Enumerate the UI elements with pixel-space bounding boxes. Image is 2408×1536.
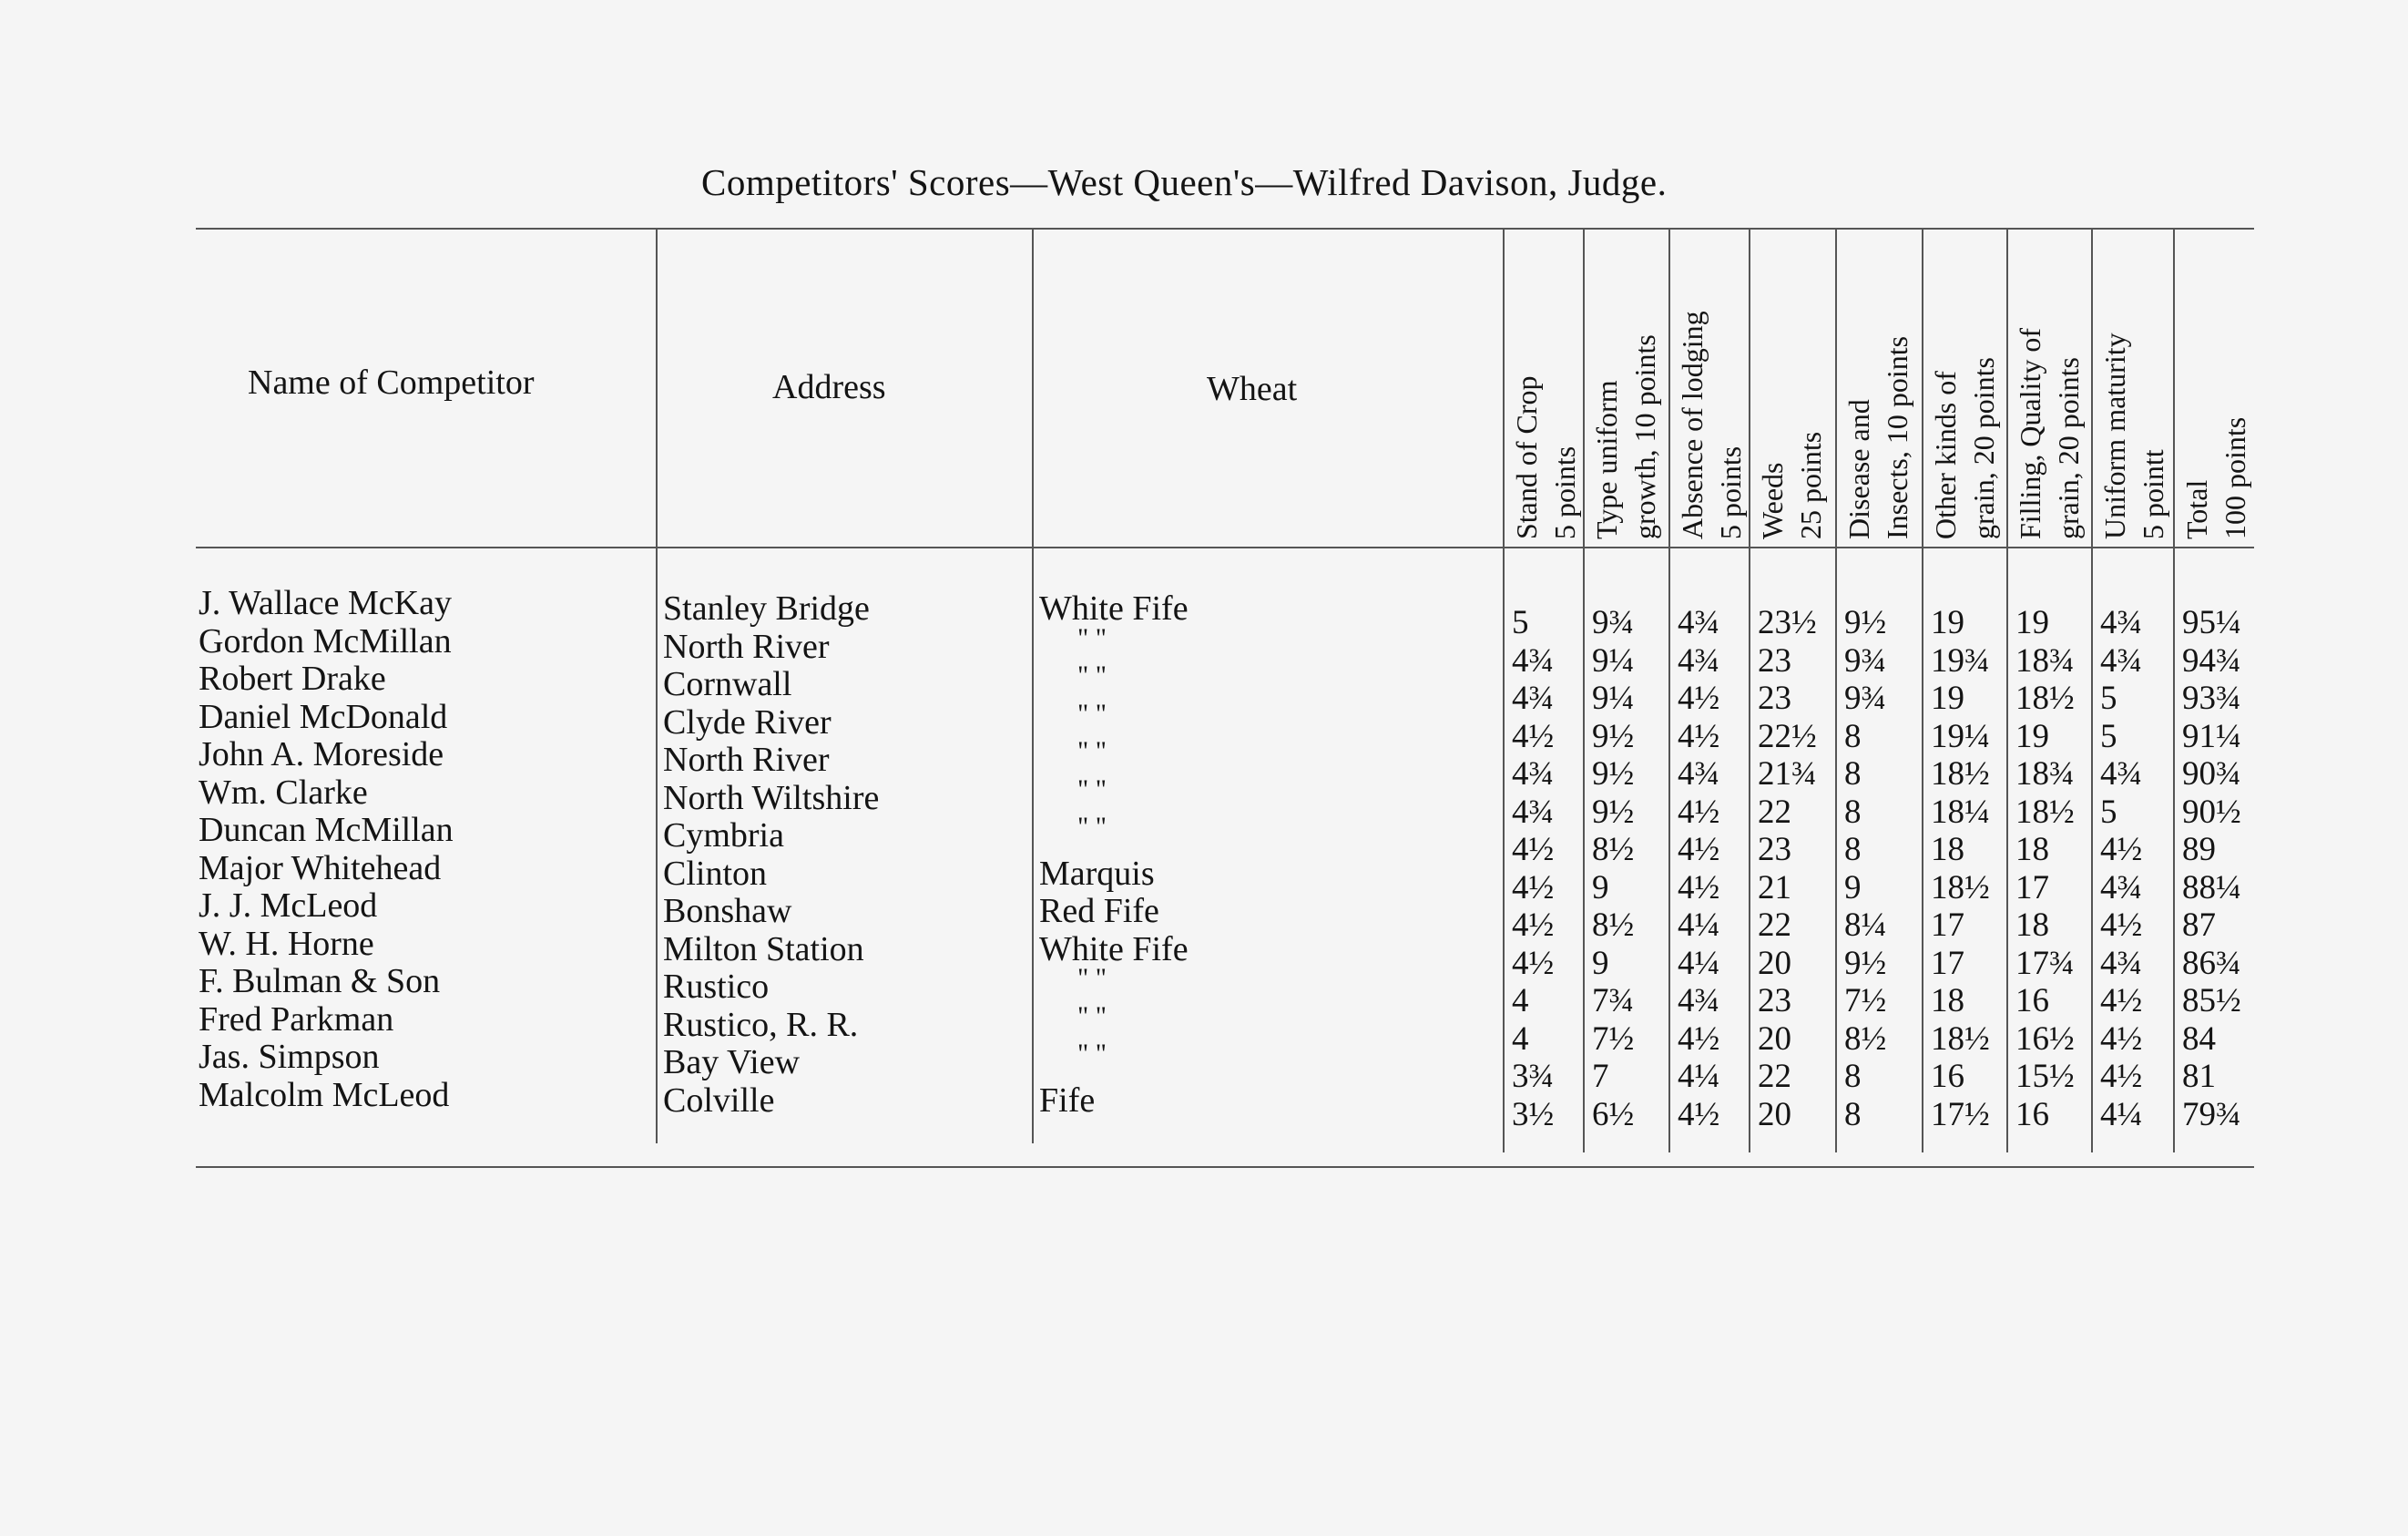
score-value: 9¾ [1844,680,1887,717]
score-value: 19¼ [1931,717,1990,755]
score-value: 4½ [1678,680,1720,717]
score-value: 4½ [2100,1019,2143,1058]
competitor-wheat: Fife [1039,1080,1096,1120]
score-value: 9½ [1592,755,1635,793]
score-value: 19 [2015,604,2049,641]
score-value: 18½ [2015,680,2075,717]
score-value: 88¼ [2182,868,2241,906]
score-value: 4¼ [1678,1058,1720,1095]
score-value: 4¾ [1678,604,1720,641]
score-column-header: Filling, Quality of [2014,328,2046,539]
score-value: 90¾ [2182,755,2241,793]
competitor-name: Gordon McMillan [199,621,452,660]
score-value: 4½ [1678,793,1720,831]
score-value: 8½ [1592,831,1635,868]
score-column-divider [1922,228,1923,1152]
competitor-name: Jas. Simpson [199,1038,380,1076]
score-value: 6½ [1592,1095,1635,1133]
score-column-header: 5 pointt [2137,449,2169,539]
score-value: 3¾ [1512,1058,1555,1095]
score-value: 4½ [1512,868,1555,906]
score-value: 4½ [1678,868,1720,906]
competitor-address: Cymbria [663,816,784,855]
score-value: 91¼ [2182,717,2241,755]
score-column-header: grain, 20 points [2052,357,2085,539]
page-title: Competitors' Scores—West Queen's—Wilfred Davison, Judge. [701,161,1668,203]
score-value: 4¾ [2100,755,2143,793]
score-value: 22½ [1758,717,1817,755]
header-bottom-rule [196,547,2254,548]
score-value: 4¾ [1512,755,1555,793]
competitor-name: Malcolm McLeod [199,1075,450,1114]
score-value: 5 [2100,717,2117,755]
score-value: 95¼ [2182,604,2241,641]
score-value: 89 [2182,831,2216,868]
score-value: 4½ [1678,717,1720,755]
score-value: 9½ [1844,944,1887,982]
score-value: 4½ [2100,1058,2143,1095]
competitor-address: Stanley Bridge [663,589,870,628]
score-value: 16 [2015,1095,2049,1133]
score-value: 21¾ [1758,755,1817,793]
table-bottom-rule [196,1166,2254,1168]
score-value: 7½ [1592,1019,1635,1058]
competitor-name: John A. Moreside [199,735,444,773]
score-value: 4½ [1512,906,1555,944]
competitor-wheat: " " [1077,698,1107,729]
competitor-wheat: Red Fife [1039,892,1159,930]
score-value: 9½ [1592,717,1635,755]
score-column-divider [2006,228,2008,1152]
score-value: 19 [2015,717,2049,755]
competitor-name: Major Whitehead [199,848,442,887]
score-value: 4¾ [1512,680,1555,717]
competitor-wheat: " " [1077,812,1107,842]
competitor-wheat: " " [1077,773,1107,804]
score-value: 20 [1758,1019,1791,1058]
score-value: 8½ [1592,906,1635,944]
score-value: 19¾ [1931,641,1990,680]
score-value: 16½ [2015,1019,2075,1058]
score-column-divider [2173,228,2175,1152]
score-value: 17 [2015,868,2049,906]
score-column-divider [1835,228,1837,1152]
score-value: 4¼ [1678,944,1720,982]
score-value: 4½ [2100,982,2143,1019]
score-column-header: Total [2180,479,2213,539]
score-value: 4 [1512,982,1529,1019]
score-value: 9½ [1844,604,1887,641]
score-value: 20 [1758,1095,1791,1133]
score-column-header: Weeds [1756,462,1789,539]
competitor-name: W. H. Horne [199,924,374,963]
score-value: 93¾ [2182,680,2241,717]
competitor-address: North River [663,741,830,779]
score-value: 16 [1931,1058,1964,1095]
score-value: 4½ [1678,831,1720,868]
score-value: 23½ [1758,604,1817,641]
competitor-address: Colville [663,1080,775,1120]
score-value: 17 [1931,906,1964,944]
score-value: 22 [1758,1058,1791,1095]
score-column-header: growth, 10 points [1628,334,1661,539]
score-value: 18 [2015,906,2049,944]
score-value: 9¾ [1844,641,1887,680]
competitor-address: Rustico, R. R. [663,1005,859,1044]
competitor-address: Milton Station [663,929,864,968]
competitor-address: Cornwall [663,665,792,703]
competitor-address: Rustico [663,968,770,1006]
score-value: 7¾ [1592,982,1635,1019]
competitor-wheat: " " [1077,963,1107,993]
score-value: 8 [1844,793,1862,831]
header-address: Address [772,368,886,406]
header-wheat: Wheat [1207,370,1298,408]
score-column-header: Absence of lodging [1676,311,1709,539]
score-value: 17½ [1931,1095,1990,1133]
score-column-divider [2091,228,2093,1152]
score-value: 4¾ [1678,755,1720,793]
score-value: 4½ [1512,717,1555,755]
competitor-name: Robert Drake [199,660,386,698]
score-value: 19 [1931,680,1964,717]
score-value: 18¾ [2015,755,2075,793]
score-column-header: 100 points [2219,416,2251,539]
score-value: 23 [1758,831,1791,868]
score-value: 4¾ [2100,641,2143,680]
score-value: 4¼ [1678,906,1720,944]
score-value: 17 [1931,944,1964,982]
score-value: 20 [1758,944,1791,982]
score-value: 85½ [2182,982,2241,1019]
score-value: 18½ [2015,793,2075,831]
score-value: 23 [1758,680,1791,717]
score-value: 4½ [1678,1019,1720,1058]
score-value: 4½ [1678,1095,1720,1133]
score-value: 8 [1844,831,1862,868]
score-value: 23 [1758,641,1791,680]
score-value: 7½ [1844,982,1887,1019]
score-value: 4¾ [1512,641,1555,680]
score-value: 9¼ [1592,641,1635,680]
competitor-name: J. Wallace McKay [199,584,452,622]
competitor-wheat: White Fife [1039,929,1189,968]
score-value: 79¾ [2182,1095,2241,1133]
score-column-divider [1749,228,1750,1152]
competitor-address: Clinton [663,854,768,893]
competitor-address: Bonshaw [663,892,792,930]
score-column-header: grain, 20 points [1967,357,2000,539]
score-value: 16 [2015,982,2049,1019]
score-value: 86¾ [2182,944,2241,982]
score-value: 94¾ [2182,641,2241,680]
score-column-header: Stand of Crop [1510,375,1543,539]
competitor-wheat: " " [1077,1000,1107,1031]
score-value: 3½ [1512,1095,1555,1133]
score-value: 23 [1758,982,1791,1019]
score-value: 18 [1931,831,1964,868]
table-top-rule [196,228,2254,230]
competitor-address: North River [663,627,830,666]
score-value: 18¼ [1931,793,1990,831]
competitor-wheat: " " [1077,622,1107,653]
competitor-address: North Wiltshire [663,778,880,817]
score-value: 4½ [2100,831,2143,868]
score-value: 87 [2182,906,2216,944]
score-value: 5 [1512,604,1529,641]
score-column-header: Disease and [1842,399,1875,539]
header-name: Name of Competitor [248,364,535,402]
score-value: 90½ [2182,793,2241,831]
competitor-name: Wm. Clarke [199,773,368,812]
score-value: 8 [1844,717,1862,755]
score-value: 4½ [2100,906,2143,944]
competitor-wheat: " " [1077,736,1107,766]
score-value: 84 [2182,1019,2216,1058]
score-value: 4½ [1512,944,1555,982]
competitor-wheat: Marquis [1039,854,1155,893]
score-value: 8 [1844,1095,1862,1133]
score-column-divider [1583,228,1585,1152]
score-value: 4¾ [2100,868,2143,906]
score-column-header: Insects, 10 points [1881,335,1913,539]
score-value: 4 [1512,1019,1529,1058]
score-value: 4½ [1512,831,1555,868]
score-value: 4¾ [2100,944,2143,982]
score-column-header: Type uniform [1590,380,1623,539]
score-value: 5 [2100,793,2117,831]
competitor-wheat: " " [1077,1039,1107,1069]
score-value: 9 [1844,868,1862,906]
score-value: 18½ [1931,1019,1990,1058]
score-value: 81 [2182,1058,2216,1095]
score-value: 9 [1592,868,1609,906]
competitor-address: Bay View [663,1043,801,1081]
score-value: 22 [1758,906,1791,944]
score-value: 18 [1931,982,1964,1019]
score-value: 9¾ [1592,604,1635,641]
score-value: 4¾ [2100,604,2143,641]
score-column-divider [1668,228,1670,1152]
score-value: 9½ [1592,793,1635,831]
score-column-header: 5 points [1548,445,1581,539]
score-value: 4¾ [1678,982,1720,1019]
score-value: 4¼ [2100,1095,2143,1133]
score-value: 7 [1592,1058,1609,1095]
score-value: 9 [1592,944,1609,982]
divider-name-address [656,228,658,1143]
score-value: 21 [1758,868,1791,906]
score-value: 18¾ [2015,641,2075,680]
score-column-header: Uniform maturity [2098,333,2131,539]
score-column-header: 25 points [1794,431,1827,539]
score-value: 18½ [1931,755,1990,793]
competitor-name: J. J. McLeod [199,886,378,925]
score-value: 9¼ [1592,680,1635,717]
score-value: 8 [1844,1058,1862,1095]
divider-address-wheat [1032,228,1034,1143]
score-value: 4¾ [1512,793,1555,831]
score-value: 8¼ [1844,906,1887,944]
competitor-name: F. Bulman & Son [199,962,441,1000]
score-value: 5 [2100,680,2117,717]
score-value: 8½ [1844,1019,1887,1058]
competitor-name: Duncan McMillan [199,811,454,849]
score-value: 4¾ [1678,641,1720,680]
score-value: 19 [1931,604,1964,641]
competitor-address: Clyde River [663,702,832,742]
score-value: 8 [1844,755,1862,793]
score-column-header: 5 points [1714,445,1747,539]
competitor-name: Fred Parkman [199,999,394,1039]
competitor-wheat: White Fife [1039,589,1189,628]
score-value: 18 [2015,831,2049,868]
score-column-divider [1503,228,1505,1152]
score-value: 15½ [2015,1058,2075,1095]
competitor-name: Daniel McDonald [199,697,448,736]
competitor-wheat: " " [1077,660,1107,691]
score-value: 18½ [1931,868,1990,906]
score-column-header: Other kinds of [1929,371,1962,539]
score-value: 17¾ [2015,944,2075,982]
score-value: 22 [1758,793,1791,831]
